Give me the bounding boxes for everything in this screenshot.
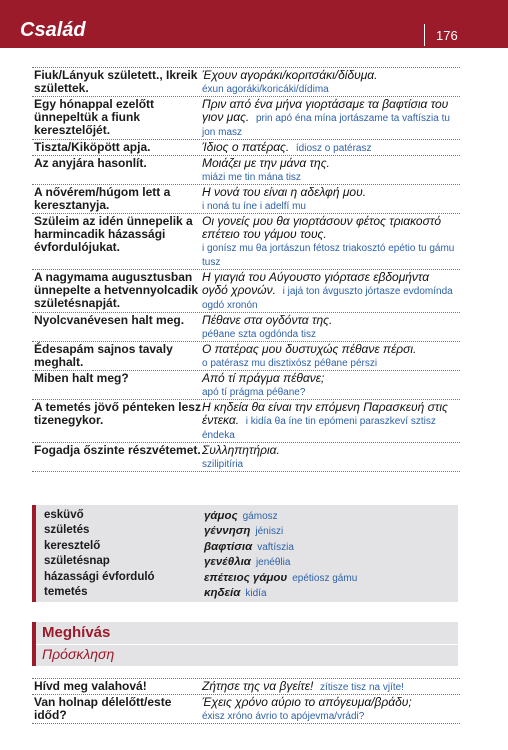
greek-phrase: Ίδιος ο πατέρας. — [202, 140, 290, 154]
vocabulary-greek: επέτειος γάμου — [204, 571, 288, 584]
hungarian-phrase: Fogadja őszinte részvétemet. — [34, 443, 201, 457]
vocabulary-row — [44, 523, 454, 539]
vocabulary-list — [44, 507, 454, 600]
page-number: 176 — [436, 28, 458, 43]
phrase-row — [32, 185, 460, 214]
hungarian-phrase: A temetés jövő pénteken lesz tizenegykor. — [34, 400, 201, 427]
phrase-table — [32, 67, 460, 472]
phrase-row — [32, 695, 460, 724]
vocabulary-hungarian: temetés — [44, 586, 88, 599]
vocabulary-greek: γέννηση — [204, 525, 251, 538]
phrase-row — [32, 443, 460, 472]
vocabulary-phonetic: vaftíszia — [257, 541, 294, 553]
phonetic-transcription: miázi me tin mána tisz — [202, 172, 301, 183]
hungarian-phrase: Az anyjára hasonlít. — [34, 156, 147, 170]
hungarian-phrase: Nyolcvanévesen halt meg. — [34, 313, 185, 327]
greek-phrase: Μοιάζει με την μάνα της. — [202, 156, 330, 170]
vocabulary-greek: κηδεία — [204, 587, 241, 600]
hungarian-phrase: Fiuk/Lányuk született., Ikreik születtek. — [34, 68, 198, 95]
hungarian-phrase: Van holnap délelőtt/este időd? — [34, 695, 172, 722]
greek-phrase: Ζήτησε της να βγείτε! — [202, 679, 314, 693]
greek-phrase: Ο πατέρας μου δυστυχώς πέθανε πέρσι. — [202, 342, 417, 356]
hungarian-phrase: Egy hónappal ezelőtt ünnepeltük a fiunk keresztelőjét. — [34, 97, 155, 137]
greek-translation-cell — [202, 97, 458, 139]
hungarian-phrase: Édesapám sajnos tavaly meghalt. — [34, 342, 173, 369]
hungarian-phrase: Szüleim az idén ünnepelik a harmincadik házassági évfordulójukat. — [34, 214, 193, 254]
greek-phrase: Πέθανε στα ογδόντα της. — [202, 313, 333, 327]
phrase-table-invitation — [32, 678, 460, 724]
vocabulary-hungarian: születésnap — [44, 555, 110, 568]
greek-phrase: Πριν από ένα μήνα γιορτάσαμε τα βαφτίσια του γιον μας. — [202, 97, 449, 124]
phonetic-transcription: i noná tu íne i adelfí mu — [202, 201, 306, 212]
vocabulary-row — [44, 538, 454, 554]
greek-phrase: Η γιαγιά του Αύγουστο γιόρτασε εβδομήντα ογδό χρονών. — [202, 270, 430, 297]
section-title: Meghívás — [42, 624, 111, 641]
chapter-title: Család — [20, 19, 86, 41]
greek-translation-cell — [202, 371, 458, 399]
phrase-row — [32, 156, 460, 185]
greek-translation-cell — [202, 185, 458, 213]
greek-phrase: Η νονά του είναι η αδελφή μου. — [202, 185, 367, 199]
vocabulary-row — [44, 507, 454, 523]
vocabulary-hungarian: keresztelő — [44, 539, 101, 552]
vocabulary-phonetic: jéniszi — [255, 526, 284, 538]
phrase-row — [32, 270, 460, 313]
greek-translation-cell — [202, 443, 458, 471]
phrase-row — [32, 67, 460, 97]
vocabulary-greek-cell — [204, 583, 267, 601]
header-divider — [424, 24, 425, 46]
vocabulary-phonetic: gámosz — [242, 510, 278, 522]
phonetic-transcription: i jajá ton ávguszto jórtasze evdomínda ogdó xronón — [202, 286, 453, 311]
greek-translation-cell — [202, 214, 458, 269]
vocabulary-row — [44, 569, 454, 585]
greek-phrase: Συλληπητήρια. — [202, 443, 280, 457]
phonetic-transcription: péθane szta ogdónda tisz — [202, 329, 316, 340]
greek-translation-cell — [202, 695, 458, 723]
greek-translation-cell — [202, 68, 458, 96]
vocabulary-greek: βαφτίσια — [204, 540, 253, 553]
phonetic-transcription: zítisze tisz na vjíte! — [320, 682, 404, 693]
vocabulary-hungarian: esküvő — [44, 508, 84, 521]
phrase-row — [32, 342, 460, 371]
vocabulary-hungarian: házassági évforduló — [44, 570, 155, 583]
hungarian-phrase: Miben halt meg? — [34, 371, 129, 385]
vocabulary-hungarian: születés — [44, 524, 90, 537]
phonetic-transcription: éxisz xróno ávrio to apójevma/vrádi? — [202, 711, 365, 722]
vocabulary-row — [44, 554, 454, 570]
phonetic-transcription: o patérasz mu disztixósz péθane pérszi — [202, 358, 378, 369]
greek-translation-cell — [202, 400, 458, 442]
hungarian-phrase: A nővérem/húgom lett a keresztanyja. — [34, 185, 171, 212]
vocabulary-row — [44, 585, 454, 601]
vocabulary-box — [32, 505, 458, 602]
section-divider — [36, 644, 458, 645]
greek-translation-cell — [202, 270, 458, 312]
vocabulary-phonetic: epétiosz gámu — [292, 572, 358, 584]
phrase-row — [32, 140, 460, 156]
phonetic-transcription: i gonísz mu θa jortászun fétosz triakosztó epétio tu gámu tusz — [202, 243, 455, 268]
hungarian-phrase: Tiszta/Kiköpött apja. — [34, 140, 151, 154]
phonetic-transcription: éxun agoráki/koricáki/dídima — [202, 84, 329, 95]
phrase-row — [32, 371, 460, 400]
phonetic-transcription: ídiosz o patérasz — [295, 143, 372, 154]
vocabulary-greek: γάμος — [204, 509, 238, 522]
greek-phrase: Από τί πράγμα πέθανε; — [202, 371, 325, 385]
page-header — [0, 0, 508, 48]
phrase-row — [32, 97, 460, 140]
hungarian-phrase: A nagymama augusztusban ünnepelte a hetvennyolcadik születésnapját. — [34, 270, 199, 310]
vocabulary-accent-bar — [32, 505, 36, 602]
vocabulary-phonetic: kidía — [245, 588, 267, 600]
hungarian-phrase: Hívd meg valahová! — [34, 679, 147, 693]
greek-phrase: Έχουν αγοράκι/κοριτσάκι/δίδυμα. — [202, 68, 378, 82]
greek-translation-cell — [202, 156, 458, 184]
greek-translation-cell — [202, 313, 458, 341]
phonetic-transcription: prin apó éna mína jortászame ta vaftíszia tu jon masz — [202, 113, 450, 138]
phrase-row — [32, 313, 460, 342]
vocabulary-phonetic: jenéθlia — [255, 557, 291, 569]
phonetic-transcription: apó tí prágma péθane? — [202, 387, 306, 398]
greek-translation-cell — [202, 342, 458, 370]
greek-translation-cell — [202, 140, 458, 155]
phrase-row — [32, 678, 460, 695]
greek-translation-cell — [202, 679, 458, 694]
phonetic-transcription: i kidía θa íne tin epómeni paraszkeví sztisz éndeka — [202, 416, 436, 441]
phonetic-transcription: szilipitíria — [202, 459, 244, 470]
section-title-greek: Πρόσκληση — [42, 646, 115, 662]
greek-phrase: Έχεις χρόνο αύριο το απόγευμα/βράδυ; — [202, 695, 412, 709]
vocabulary-greek: γενέθλια — [204, 556, 251, 569]
phrase-row — [32, 400, 460, 443]
greek-phrase: Η κηδεία θα είναι την επόμενη Παρασκευή στις έντεκα. — [202, 400, 448, 427]
phrase-row — [32, 214, 460, 270]
section-header — [32, 622, 458, 666]
greek-phrase: Οι γονείς μου θα γιορτάσουν φέτος τριακοστό επέτειο του γάμου τους. — [202, 214, 441, 241]
